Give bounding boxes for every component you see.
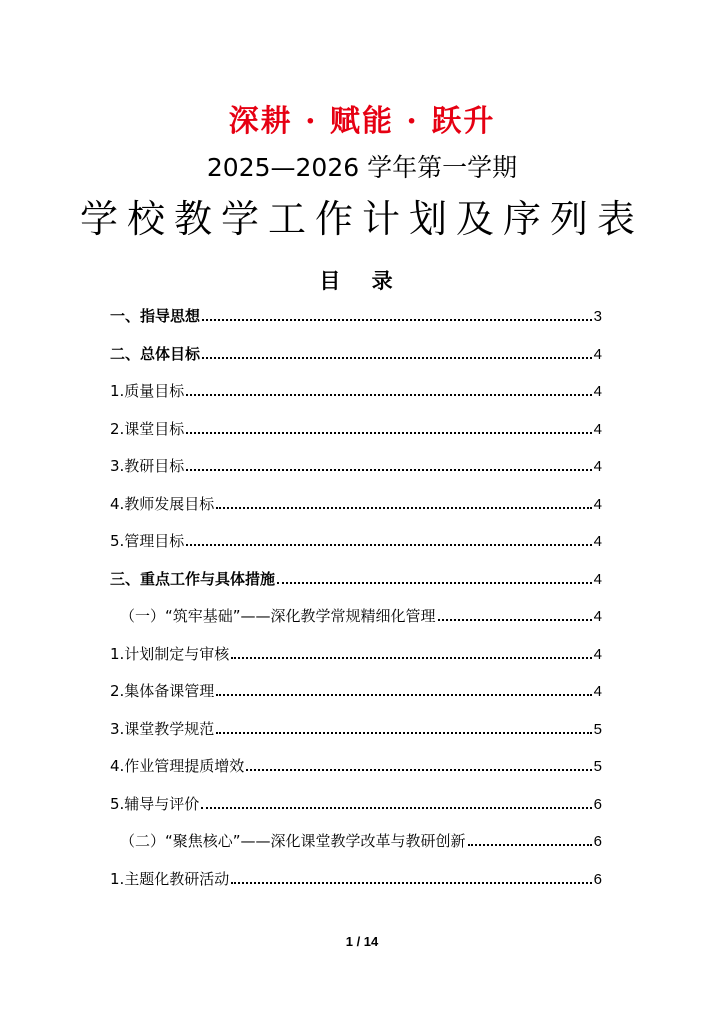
toc-entry-label: （一）“筑牢基础”——深化教学常规精细化管理	[120, 607, 436, 625]
toc-entry-label: 2.课堂目标	[110, 419, 185, 438]
toc-entry-page: 6	[593, 833, 602, 850]
table-of-contents	[110, 305, 602, 905]
toc-leader-dots	[216, 694, 591, 696]
toc-leader-dots	[201, 807, 591, 809]
toc-entry-label: 三、重点工作与具体措施	[110, 569, 276, 588]
toc-leader-dots	[186, 544, 591, 546]
toc-entry[interactable]	[110, 643, 602, 681]
toc-entry-label: 3.课堂教学规范	[110, 719, 215, 738]
toc-entry-label: 二、总体目标	[110, 344, 201, 363]
toc-entry-label: 一、指导思想	[110, 307, 201, 325]
toc-entry[interactable]	[110, 418, 602, 456]
toc-leader-dots	[202, 319, 592, 321]
toc-entry-label: 1.计划制定与审核	[110, 644, 230, 663]
toc-entry[interactable]	[110, 343, 602, 381]
toc-leader-dots	[216, 732, 591, 734]
toc-entry[interactable]	[110, 830, 602, 868]
toc-entry[interactable]	[110, 530, 602, 568]
toc-leader-dots	[438, 619, 592, 621]
toc-entry[interactable]	[110, 793, 602, 831]
toc-entry-label: 1.质量目标	[110, 382, 185, 400]
toc-entry[interactable]	[110, 605, 602, 643]
toc-entry-page: 4	[593, 645, 602, 663]
toc-leader-dots	[246, 769, 591, 771]
toc-entry-label: （二）“聚焦核心”——深化课堂教学改革与教研创新	[120, 832, 466, 850]
toc-entry[interactable]	[110, 568, 602, 606]
toc-entry-label: 3.教研目标	[110, 457, 185, 475]
toc-entry-label: 2.集体备课管理	[110, 682, 215, 700]
toc-entry-page: 4	[593, 383, 602, 400]
toc-entry-page: 4	[593, 458, 602, 475]
toc-entry[interactable]	[110, 493, 602, 531]
toc-leader-dots	[186, 394, 591, 396]
toc-entry-page: 3	[593, 308, 602, 325]
toc-entry-page: 6	[593, 870, 602, 888]
page-indicator: 1 / 14	[345, 934, 379, 949]
toc-entry[interactable]	[110, 718, 602, 756]
toc-entry-page: 5	[593, 720, 602, 738]
toc-leader-dots	[202, 357, 592, 359]
toc-entry-page: 4	[593, 420, 602, 438]
toc-entry[interactable]	[110, 455, 602, 493]
toc-entry-page: 6	[593, 795, 602, 813]
toc-entry[interactable]	[110, 680, 602, 718]
toc-entry-page: 5	[593, 758, 602, 775]
toc-entry-label: 5.辅导与评价	[110, 794, 200, 813]
toc-leader-dots	[277, 582, 592, 584]
toc-entry[interactable]	[110, 380, 602, 418]
toc-entry[interactable]	[110, 305, 602, 343]
slogan: 深耕 · 赋能 · 跃升	[228, 104, 496, 139]
toc-entry-page: 4	[593, 683, 602, 700]
document-title: 学校教学工作计划及序列表	[79, 197, 644, 241]
toc-entry-page: 4	[593, 608, 602, 625]
toc-entry-label: 1.主题化教研活动	[110, 869, 230, 888]
toc-entry-label: 5.管理目标	[110, 532, 185, 550]
toc-leader-dots	[231, 882, 591, 884]
toc-entry-page: 4	[593, 533, 602, 550]
toc-leader-dots	[216, 507, 591, 509]
toc-heading: 目 录	[319, 269, 405, 293]
toc-entry-label: 4.作业管理提质增效	[110, 757, 245, 775]
semester-line: 2025—2026 学年第一学期	[206, 153, 518, 182]
toc-leader-dots	[231, 657, 591, 659]
toc-entry-label: 4.教师发展目标	[110, 494, 215, 513]
toc-entry[interactable]	[110, 755, 602, 793]
toc-leader-dots	[186, 432, 591, 434]
toc-entry-page: 4	[593, 495, 602, 513]
toc-entry-page: 4	[593, 345, 602, 363]
toc-entry[interactable]	[110, 868, 602, 906]
toc-entry-page: 4	[593, 570, 602, 588]
toc-leader-dots	[186, 469, 591, 471]
toc-leader-dots	[468, 844, 592, 846]
